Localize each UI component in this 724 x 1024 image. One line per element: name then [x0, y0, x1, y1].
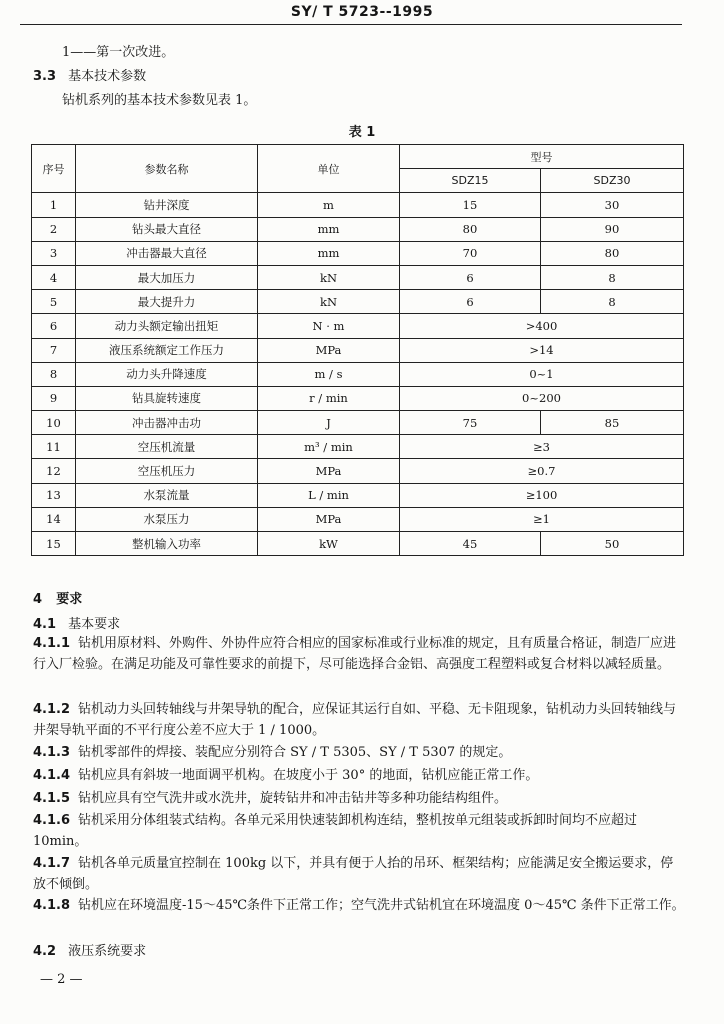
- clause-number: 4.1.4: [33, 768, 71, 783]
- cell-ab: ≥3: [400, 435, 684, 459]
- table-header-row: [32, 145, 684, 169]
- table-row: [32, 507, 684, 531]
- table-row: [32, 483, 684, 507]
- section-number: 4: [33, 592, 43, 607]
- clause-number: 4.1.5: [33, 791, 71, 806]
- section-number: 4.2: [33, 944, 57, 959]
- cell-seq: 6: [32, 314, 76, 338]
- cell-param: 水泵流量: [76, 483, 258, 507]
- cell-b: 85: [541, 411, 684, 435]
- section-title: 基本要求: [68, 617, 121, 632]
- cell-b: 8: [541, 290, 684, 314]
- cell-param: 液压系统额定工作压力: [76, 338, 258, 362]
- clause-text: 钻机采用分体组装式结构。各单元采用快速装卸机构连结，整机按单元组装或拆卸时间均不应超过 10min。: [33, 813, 638, 849]
- cell-seq: 3: [32, 241, 76, 265]
- section-title: 液压系统要求: [68, 944, 147, 959]
- section-title: 基本技术参数: [68, 69, 147, 84]
- cell-seq: 8: [32, 362, 76, 386]
- cell-seq: 10: [32, 411, 76, 435]
- cell-param: 钻头最大直径: [76, 217, 258, 241]
- cell-seq: 4: [32, 265, 76, 289]
- cell-param: 动力头额定输出扭矩: [76, 314, 258, 338]
- clause-4-1-2: [33, 699, 685, 741]
- cell-b: 50: [541, 532, 684, 556]
- cell-seq: 1: [32, 193, 76, 217]
- header-model-a: SDZ15: [400, 169, 541, 193]
- cell-ab: ≥0.7: [400, 459, 684, 483]
- clause-text: 钻机应具有空气洗井或水洗井，旋转钻井和冲击钻井等多种功能结构组件。: [78, 791, 508, 806]
- cell-seq: 9: [32, 386, 76, 410]
- table-row: [32, 532, 684, 556]
- cell-unit: kN: [258, 265, 400, 289]
- cell-unit: MPa: [258, 459, 400, 483]
- cell-param: 冲击器最大直径: [76, 241, 258, 265]
- table-row: [32, 459, 684, 483]
- cell-unit: m: [258, 193, 400, 217]
- clause-4-1-7: [33, 853, 685, 895]
- cell-unit: MPa: [258, 338, 400, 362]
- clause-text: 钻机用原材料、外购件、外协件应符合相应的国家标准或行业标准的规定，且有质量合格证，制造厂应进行入厂检验。在满足功能及可靠性要求的前提下，尽可能选择合金铝、高强度工程塑料或复合材料以减轻质量。: [33, 636, 677, 672]
- clause-4-1-3: [33, 742, 685, 763]
- clause-number: 4.1.7: [33, 856, 71, 871]
- table-row: [32, 411, 684, 435]
- page-number: — 2 —: [40, 972, 83, 987]
- section-3-3-heading: [33, 65, 146, 84]
- clause-text: 钻机动力头回转轴线与井架导轨的配合，应保证其运行自如、平稳、无卡阻现象，钻机动力头回转轴线与井架导轨平面的不平行度公差不应大于 1 / 1000。: [33, 702, 677, 738]
- cell-a: 70: [400, 241, 541, 265]
- cell-param: 整机输入功率: [76, 532, 258, 556]
- table-row: [32, 241, 684, 265]
- cell-param: 最大提升力: [76, 290, 258, 314]
- section-number: 4.1: [33, 617, 57, 632]
- section-4-heading: [33, 588, 82, 607]
- section-4-1-heading: [33, 613, 120, 632]
- cell-b: 8: [541, 265, 684, 289]
- cell-a: 6: [400, 265, 541, 289]
- cell-seq: 15: [32, 532, 76, 556]
- cell-seq: 11: [32, 435, 76, 459]
- clause-number: 4.1.6: [33, 813, 71, 828]
- clause-text: 钻机各单元质量宜控制在 100kg 以下，并具有便于人抬的吊环、框架结构；应能满足安全搬运要求，停放不倾倒。: [33, 856, 674, 892]
- cell-unit: N · m: [258, 314, 400, 338]
- standard-header: SY/ T 5723--1995: [290, 4, 434, 20]
- cell-unit: J: [258, 411, 400, 435]
- intro-sentence: 钻机系列的基本技术参数见表 1。: [62, 93, 257, 108]
- cell-ab: >14: [400, 338, 684, 362]
- cell-seq: 7: [32, 338, 76, 362]
- cell-unit: mm: [258, 241, 400, 265]
- cell-a: 75: [400, 411, 541, 435]
- note-line: 1——第一次改进。: [62, 45, 175, 60]
- cell-param: 空压机流量: [76, 435, 258, 459]
- clause-text: 钻机零部件的焊接、装配应分别符合 SY / T 5305、SY / T 5307 的规定。: [78, 745, 512, 760]
- cell-seq: 12: [32, 459, 76, 483]
- cell-a: 45: [400, 532, 541, 556]
- cell-ab: ≥1: [400, 507, 684, 531]
- section-4-2-heading: [33, 940, 146, 959]
- table-row: [32, 386, 684, 410]
- cell-param: 冲击器冲击功: [76, 411, 258, 435]
- clause-4-1-1: [33, 633, 685, 675]
- clause-number: 4.1.8: [33, 898, 71, 913]
- clause-4-1-8: [33, 895, 685, 916]
- cell-param: 动力头升降速度: [76, 362, 258, 386]
- cell-param: 最大加压力: [76, 265, 258, 289]
- clause-number: 4.1.2: [33, 702, 71, 717]
- cell-param: 钻具旋转速度: [76, 386, 258, 410]
- cell-param: 水泵压力: [76, 507, 258, 531]
- header-model: 型号: [400, 145, 684, 169]
- cell-b: 80: [541, 241, 684, 265]
- header-model-b: SDZ30: [541, 169, 684, 193]
- clause-4-1-4: [33, 765, 685, 786]
- cell-unit: kW: [258, 532, 400, 556]
- table-row: [32, 265, 684, 289]
- header-rule: [20, 24, 682, 25]
- cell-a: 15: [400, 193, 541, 217]
- section-number: 3.3: [33, 69, 57, 84]
- cell-unit: kN: [258, 290, 400, 314]
- cell-ab: >400: [400, 314, 684, 338]
- table-caption: 表 1: [348, 125, 376, 140]
- cell-ab: 0~1: [400, 362, 684, 386]
- cell-unit: L / min: [258, 483, 400, 507]
- clause-text: 钻机应在环境温度-15～45℃条件下正常工作；空气洗井式钻机宜在环境温度 0～45℃ 条件下正常工作。: [78, 898, 685, 913]
- header-seq: 序号: [32, 145, 76, 193]
- cell-unit: m³ / min: [258, 435, 400, 459]
- section-title: 要求: [56, 592, 83, 607]
- header-param: 参数名称: [76, 145, 258, 193]
- cell-seq: 2: [32, 217, 76, 241]
- cell-ab: 0~200: [400, 386, 684, 410]
- clause-number: 4.1.3: [33, 745, 71, 760]
- table-row: [32, 338, 684, 362]
- table-row: [32, 193, 684, 217]
- cell-a: 80: [400, 217, 541, 241]
- cell-ab: ≥100: [400, 483, 684, 507]
- cell-param: 钻井深度: [76, 193, 258, 217]
- clause-number: 4.1.1: [33, 636, 71, 651]
- table-row: [32, 290, 684, 314]
- cell-b: 30: [541, 193, 684, 217]
- cell-seq: 13: [32, 483, 76, 507]
- cell-seq: 14: [32, 507, 76, 531]
- clause-text: 钻机应具有斜坡一地面调平机构。在坡度小于 30° 的地面，钻机应能正常工作。: [78, 768, 539, 783]
- clause-4-1-5: [33, 788, 685, 809]
- cell-unit: MPa: [258, 507, 400, 531]
- cell-a: 6: [400, 290, 541, 314]
- cell-param: 空压机压力: [76, 459, 258, 483]
- cell-unit: mm: [258, 217, 400, 241]
- cell-b: 90: [541, 217, 684, 241]
- clause-4-1-6: [33, 810, 685, 852]
- table-row: [32, 435, 684, 459]
- cell-unit: r / min: [258, 386, 400, 410]
- table-row: [32, 362, 684, 386]
- cell-seq: 5: [32, 290, 76, 314]
- table-row: [32, 314, 684, 338]
- header-unit: 单位: [258, 145, 400, 193]
- table-row: [32, 217, 684, 241]
- spec-table: [31, 144, 684, 556]
- cell-unit: m / s: [258, 362, 400, 386]
